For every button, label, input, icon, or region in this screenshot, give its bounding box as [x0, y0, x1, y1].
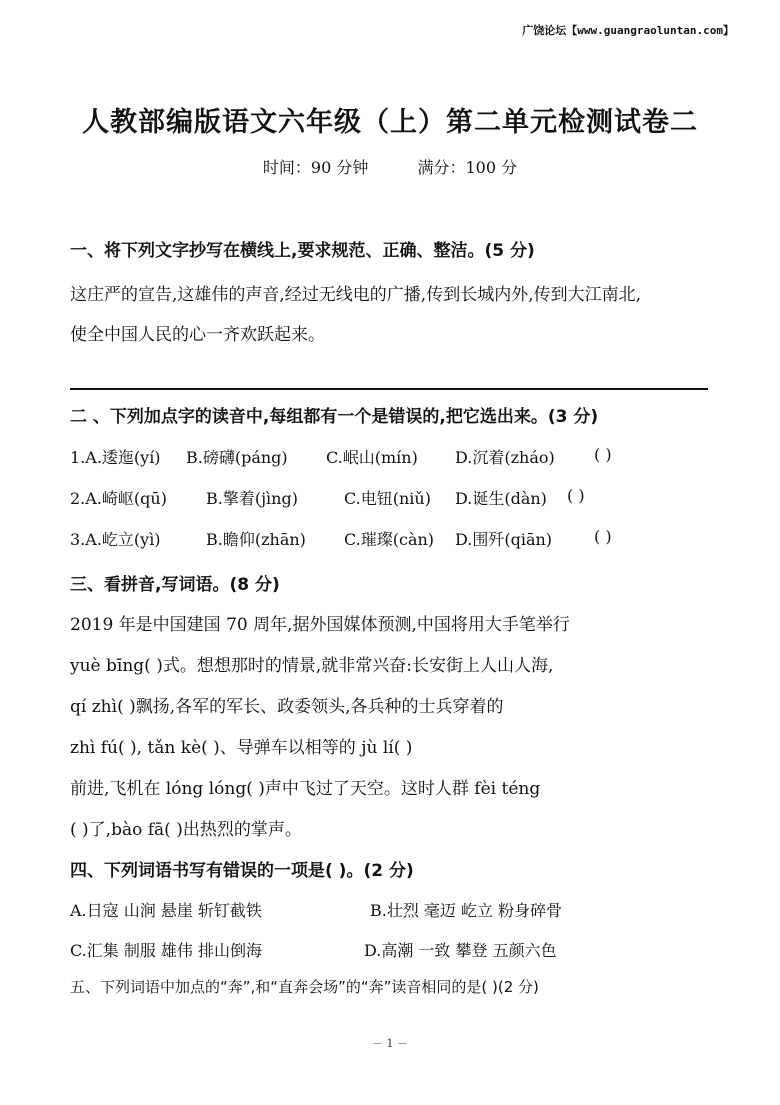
time-label: 时间：90 分钟 — [262, 158, 369, 177]
section1-line-2: 使全中国人民的心一齐欢跃起来。 — [70, 325, 325, 345]
section3-line-5[interactable]: 前进,飞机在 lóng lóng( )声中飞过了天空。这时人群 fèi téng — [70, 779, 541, 799]
q3-option-d: D.围歼(qiān) — [455, 530, 553, 549]
section3-heading: 三、看拼音,写词语。(8 分) — [70, 575, 280, 595]
section5-heading: 五、下列词语中加点的“奔”,和“直奔会场”的“奔”读音相同的是( )(2 分) — [70, 978, 539, 996]
section3-line-4[interactable]: zhì fú( ), tǎn kè( )、导弹车以相等的 jù lí( ) — [70, 738, 413, 758]
q2-option-b: B.擎着(jìng) — [206, 489, 298, 508]
q2-option-c: C.电钮(niǔ) — [344, 489, 431, 508]
q1-option-d: D.沉着(zháo) — [455, 448, 555, 467]
q3-option-c: C.璀璨(càn) — [344, 530, 435, 549]
page-number: － 1 － — [372, 1037, 408, 1050]
section3-line-1: 2019 年是中国建国 70 周年,据外国媒体预测,中国将用大手笔举行 — [70, 615, 570, 635]
copy-answer-line[interactable] — [70, 388, 708, 390]
q1-answer-blank[interactable]: ( ) — [594, 445, 612, 464]
q2-option-a: 2.A.崎岖(qū) — [70, 489, 167, 508]
header-source: 广饶论坛【www.guangraoluntan.com】 — [522, 24, 734, 37]
section1-line-1: 这庄严的宣告,这雄伟的声音,经过无线电的广播,传到长城内外,传到大江南北, — [70, 285, 642, 305]
page-title: 人教部编版语文六年级（上）第二单元检测试卷二 — [82, 107, 698, 138]
q2-option-d: D.诞生(dàn) — [455, 489, 547, 508]
q4-option-c: C.汇集 制服 雄伟 排山倒海 — [70, 941, 263, 960]
q3-option-a: 3.A.屹立(yì) — [70, 530, 161, 549]
score-label: 满分：100 分 — [417, 158, 518, 177]
section1-heading: 一、将下列文字抄写在横线上,要求规范、正确、整洁。(5 分) — [70, 241, 535, 261]
q2-answer-blank[interactable]: ( ) — [567, 486, 585, 505]
q3-answer-blank[interactable]: ( ) — [594, 527, 612, 546]
q3-option-b: B.瞻仰(zhān) — [206, 530, 306, 549]
q4-option-d: D.高潮 一致 攀登 五颜六色 — [364, 941, 557, 960]
q4-option-a: A.日寇 山涧 悬崖 斩钉截铁 — [70, 901, 262, 920]
exam-info — [0, 155, 780, 178]
section4-heading: 四、下列词语书写有错误的一项是( )。(2 分) — [70, 861, 414, 881]
section3-line-6[interactable]: ( )了,bào fā( )出热烈的掌声。 — [70, 820, 302, 840]
section2-heading: 二 、下列加点字的读音中,每组都有一个是错误的,把它选出来。(3 分) — [70, 407, 599, 427]
section3-line-2[interactable]: yuè bīng( )式。想想那时的情景,就非常兴奋:长安街上人山人海, — [70, 656, 554, 676]
section3-line-3[interactable]: qí zhì( )飘扬,各军的军长、政委领头,各兵种的士兵穿着的 — [70, 697, 504, 717]
q1-option-c: C.岷山(mín) — [326, 448, 418, 467]
q1-option-b: B.磅礴(páng) — [186, 448, 288, 467]
q4-option-b: B.壮烈 毫迈 屹立 粉身碎骨 — [370, 901, 563, 920]
q1-option-a: 1.A.逶迤(yí) — [70, 448, 161, 467]
